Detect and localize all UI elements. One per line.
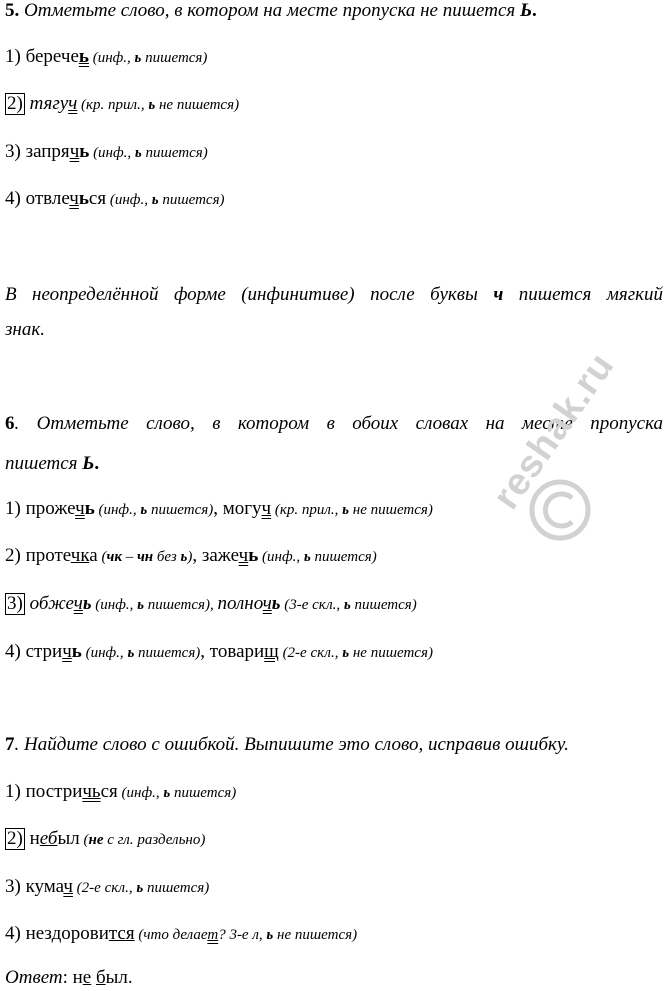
option-number: 3) bbox=[5, 141, 26, 162]
q5-number: 5. bbox=[5, 0, 20, 21]
q5-option-4 bbox=[5, 187, 225, 212]
option-word-soft-sign: ь bbox=[78, 188, 89, 209]
q5-title-text: Отметьте слово, в котором на месте пропуска не пишется bbox=[19, 0, 520, 21]
option-word-ending: ч bbox=[68, 93, 78, 114]
q7-option-2: 2) небыл (не с гл. раздельно) bbox=[7, 828, 206, 849]
q7-number: 7 bbox=[5, 734, 15, 755]
q6-title-line-2: пишется Ь. bbox=[5, 453, 100, 474]
q7-option-4: 4) нездоровится (что делает? 3-е л, ь не пишется) bbox=[5, 923, 358, 944]
q5-option-2 bbox=[5, 92, 239, 117]
option-word: отвле bbox=[25, 188, 70, 209]
option-note: (инф., ь пишется) bbox=[88, 50, 208, 66]
q6-option-2: 2) протечка (чк – чн без ь), зажечь (инф., ь пишется) bbox=[5, 545, 377, 566]
correct-answer-box: 2) bbox=[7, 93, 23, 114]
option-word: тягу bbox=[24, 93, 69, 114]
option-number: 4) bbox=[5, 188, 26, 209]
option-note: (инф., ь пишется) bbox=[106, 192, 225, 208]
q7-answer: Ответ: не был. bbox=[5, 967, 133, 988]
q6-title-line-1: 6. Отметьте слово, в котором в обоих словах на месте пропуска bbox=[5, 413, 663, 434]
q7-title: 7. Найдите слово с ошибкой. Выпишите это слово, исправив ошибку. bbox=[5, 734, 569, 755]
option-word-ending: ь bbox=[78, 46, 89, 67]
q5-option-3 bbox=[5, 140, 208, 165]
option-number: 1) bbox=[5, 46, 26, 67]
option-word-rest: ся bbox=[88, 188, 107, 209]
q5-title-letter: Ь bbox=[519, 0, 533, 21]
option-note: (кр. прил., ь не пишется) bbox=[77, 97, 240, 113]
correct-answer-box: 2) bbox=[7, 828, 23, 849]
option-word: берече bbox=[25, 46, 79, 67]
watermark-text: reshak.ru bbox=[485, 345, 623, 517]
q6-option-1: 1) прожечь (инф., ь пишется), могуч (кр. прил., ь не пишется) bbox=[5, 498, 433, 519]
q5-title bbox=[5, 0, 537, 23]
q5-option-1 bbox=[5, 45, 207, 70]
q7-option-1: 1) постричься (инф., ь пишется) bbox=[5, 781, 237, 802]
q7-option-3: 3) кумач (2-е скл., ь пишется) bbox=[5, 876, 210, 897]
option-word-letter: ч bbox=[69, 188, 79, 209]
correct-answer-box: 3) bbox=[7, 593, 23, 614]
option-word-letter: ч bbox=[69, 141, 80, 162]
q6-number: 6 bbox=[5, 413, 15, 434]
q6-option-4: 4) стричь (инф., ь пишется), товарищ (2-е скл., ь не пишется) bbox=[5, 641, 433, 662]
option-note: (инф., ь пишется) bbox=[89, 145, 208, 161]
q6-option-3: 3) обжечь (инф., ь пишется), полночь (3-е скл., ь пишется) bbox=[7, 593, 417, 614]
q5-explanation-line-1: В неопределённой форме (инфинитиве) после буквы ч пишется мягкий bbox=[5, 284, 663, 305]
option-word: запря bbox=[25, 141, 70, 162]
q5-title-end: . bbox=[532, 0, 537, 21]
q5-explanation-line-2: знак. bbox=[5, 319, 45, 340]
option-word-soft-sign: ь bbox=[79, 141, 90, 162]
